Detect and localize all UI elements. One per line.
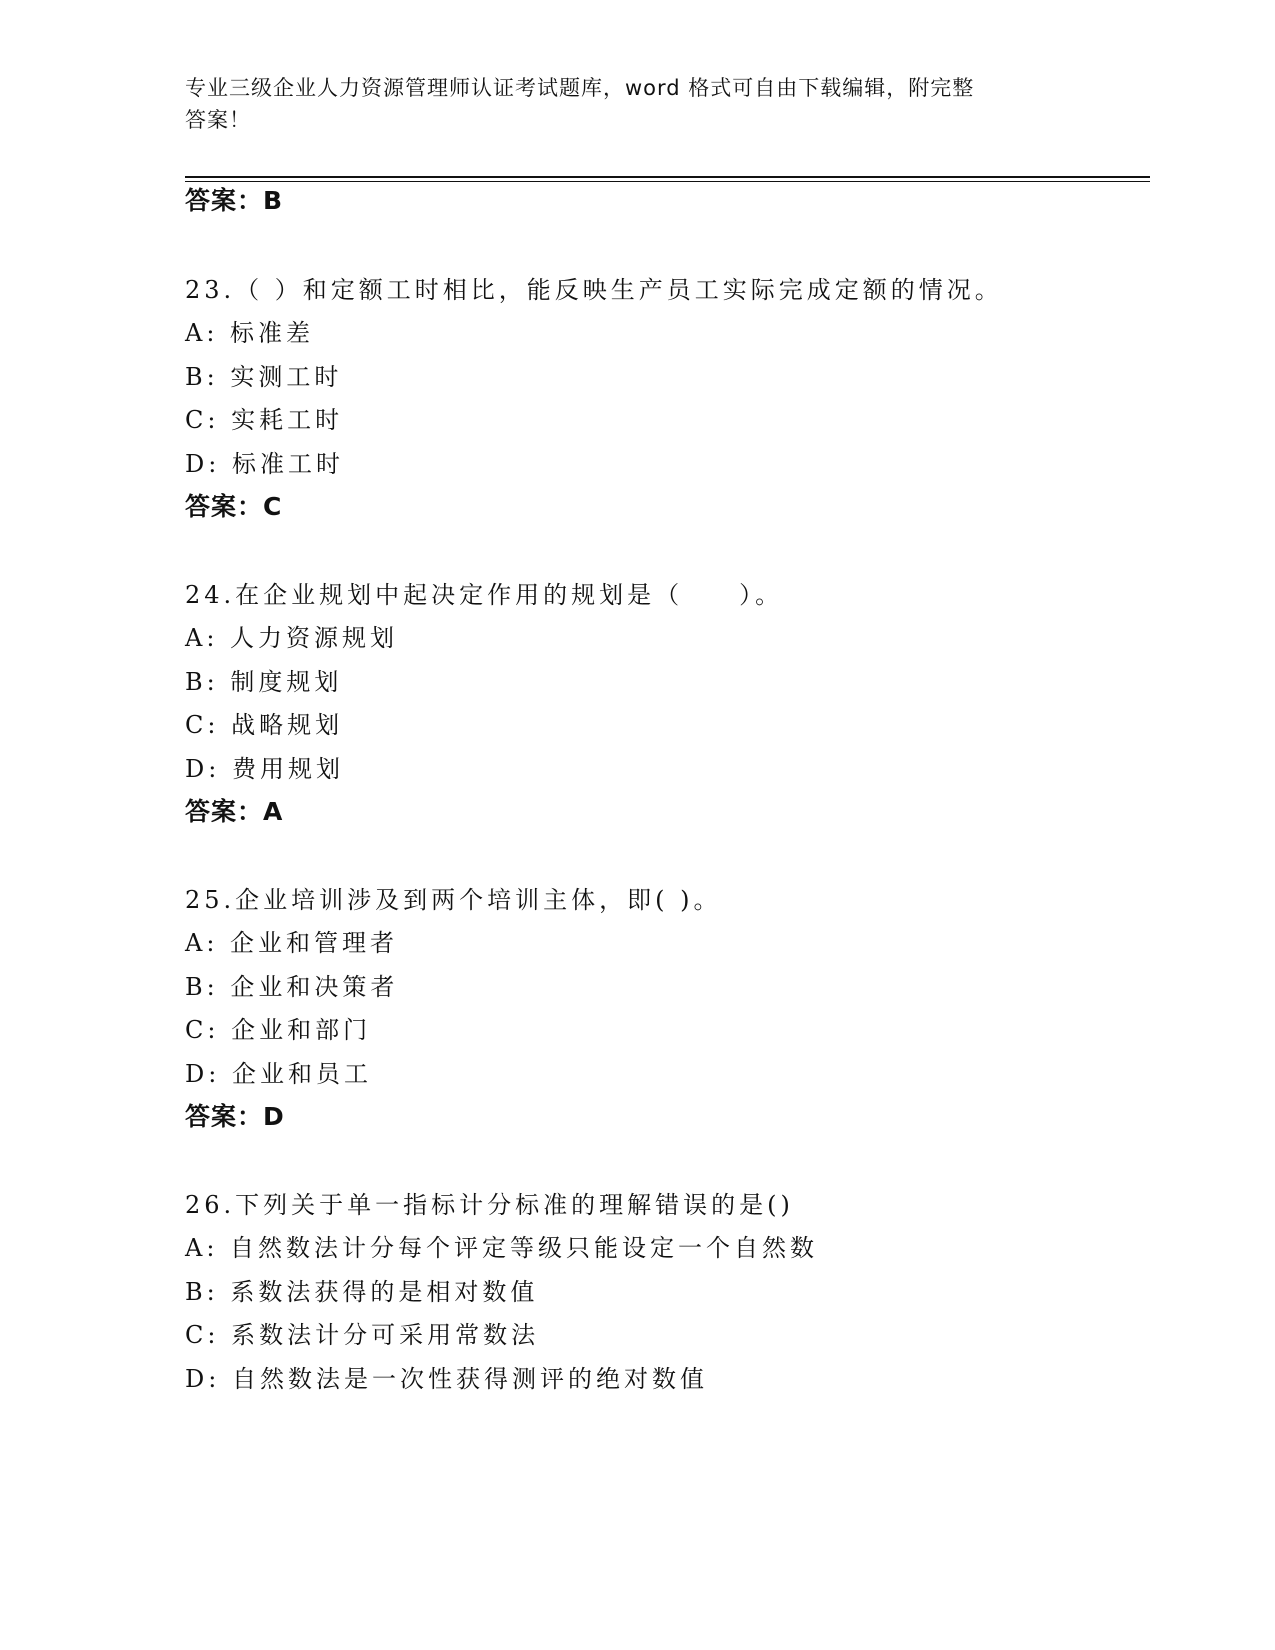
question-23-option-b: B: 实测工时 [185, 363, 343, 391]
question-25-option-b: B: 企业和决策者 [185, 973, 399, 1001]
header-divider-thick [185, 176, 1150, 178]
question-23-option-d: D: 标准工时 [185, 450, 344, 478]
question-23-answer: 答案：C [185, 492, 283, 521]
question-24-option-b: B: 制度规划 [185, 668, 343, 696]
question-23-option-c: C: 实耗工时 [185, 406, 344, 434]
question-24: 24.在企业规划中起决定作用的规划是（ ）。 [185, 581, 784, 609]
question-25: 25.企业培训涉及到两个培训主体，即( )。 [185, 886, 722, 914]
answer-line: 答案：B [185, 186, 284, 215]
question-26-option-a: A: 自然数法计分每个评定等级只能设定一个自然数 [185, 1234, 819, 1262]
question-25-option-a: A: 企业和管理者 [185, 929, 399, 957]
question-26-option-d: D: 自然数法是一次性获得测评的绝对数值 [185, 1365, 708, 1393]
header-line-2: 答案！ [185, 108, 251, 132]
header-divider-thin [185, 181, 1150, 182]
question-25-answer: 答案：D [185, 1102, 285, 1131]
document-header [185, 72, 1065, 136]
question-24-option-c: C: 战略规划 [185, 711, 344, 739]
question-26: 26.下列关于单一指标计分标准的理解错误的是() [185, 1191, 794, 1219]
question-26-option-b: B: 系数法获得的是相对数值 [185, 1278, 539, 1306]
question-24-answer: 答案：A [185, 797, 284, 826]
question-26-option-c: C: 系数法计分可采用常数法 [185, 1321, 540, 1349]
question-24-option-d: D: 费用规划 [185, 755, 344, 783]
question-23-option-a: A: 标准差 [185, 319, 315, 347]
question-23: 23.（ ）和定额工时相比，能反映生产员工实际完成定额的情况。 [185, 276, 1003, 304]
question-25-option-c: C: 企业和部门 [185, 1016, 372, 1044]
question-24-option-a: A: 人力资源规划 [185, 624, 399, 652]
question-25-option-d: D: 企业和员工 [185, 1060, 372, 1088]
header-line-1: 专业三级企业人力资源管理师认证考试题库，word 格式可自由下载编辑，附完整 [185, 76, 975, 100]
